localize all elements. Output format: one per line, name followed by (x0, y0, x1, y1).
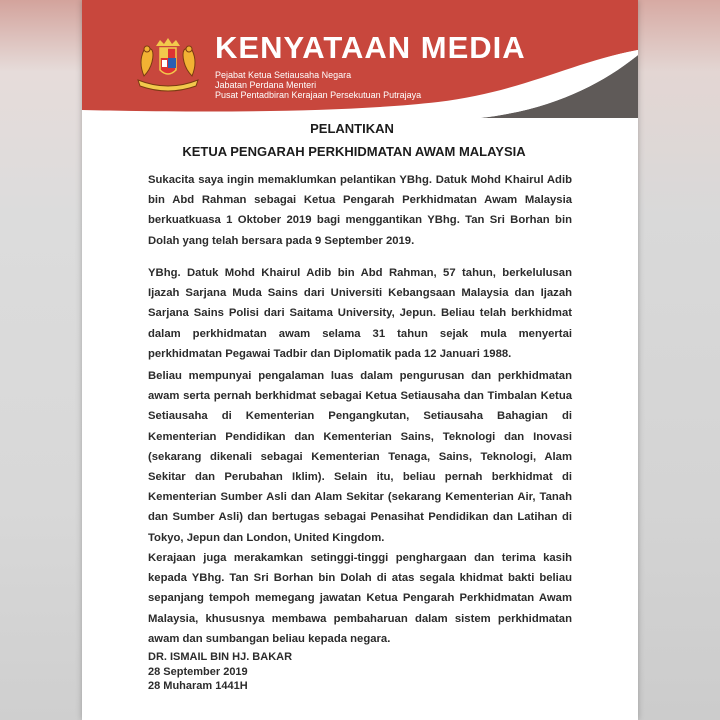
letterhead-title: KENYATAAN MEDIA (215, 30, 526, 65)
malaysia-coat-of-arms-icon (132, 36, 204, 96)
blurred-background-right (638, 0, 720, 720)
signatory-name: DR. ISMAIL BIN HJ. BAKAR (148, 651, 293, 663)
body-paragraph: Kerajaan juga merakamkan setinggi-tinggi penghargaan dan terima kasih kepada YBhg. Tan Sri Borhan bin Dolah di atas segala khidmat bakti beliau sepanjang tempoh memegang jawatan Ketua Pengarah Perkhidmatan Awam Malaysia, khususnya membawa pembaharuan dalam sistem perkhidmatan awam dan sumbangan beliau kepada negara. (148, 552, 572, 645)
document-subheading: KETUA PENGARAH PERKHIDMATAN AWAM MALAYSIA (182, 144, 526, 159)
body-paragraph: YBhg. Datuk Mohd Khairul Adib bin Abd Rahman, 57 tahun, berkelulusan Ijazah Sarjana Muda Sains dari Universiti Kebangsaan Malaysia dan Ijazah Sarjana Sains Polisi dari Saitama University, Jepun. Beliau telah berkhidmat dalam perkhidmatan awam selama 31 tahun sejak mula menyertai perkhidmatan Pegawai Tadbir dan Diplomatik pada 12 Januari 1988. (148, 267, 572, 360)
body-paragraph: Beliau mempunyai pengalaman luas dalam pengurusan dan perkhidmatan awam serta pernah berkhidmat sebagai Ketua Setiausaha dan Timbalan Ketua Setiausaha di Kementerian Pengangkutan, Setiausaha Bahagian di Kementerian Pendidikan dan Kementerian Sains, Teknologi dan Inovasi (sekarang dikenali sebagai Kementerian Tenaga, Sains, Teknologi, Alam Sekitar dan Perubahan Iklim). Selain itu, beliau pernah berkhidmat di Kementerian Sumber Asli dan Alam Sekitar (sekarang Kementerian Air, Tanah dan Sumber Asli) dan bertugas sebagai Penasihat Pendidikan dan Latihan di Tokyo, Jepun dan London, United Kingdom. (148, 370, 572, 544)
signature-hijri-date: 28 Muharam 1441H (148, 680, 248, 692)
blurred-background-left (0, 0, 82, 720)
body-paragraph: Sukacita saya ingin memaklumkan pelantikan YBhg. Datuk Mohd Khairul Adib bin Abd Rahman sebagai Ketua Pengarah Perkhidmatan Awam Malaysia berkuatkuasa 1 Oktober 2019 bagi menggantikan YBhg. Tan Sri Borhan bin Dolah yang telah bersara pada 9 September 2019. (148, 174, 572, 247)
document-heading: PELANTIKAN (310, 121, 394, 136)
letterhead-subtitle-line: Jabatan Perdana Menteri (215, 80, 317, 90)
press-release-document (82, 0, 638, 720)
letterhead-subtitle-line: Pejabat Ketua Setiausaha Negara (215, 70, 352, 80)
letterhead (82, 0, 638, 118)
letterhead-subtitle-line: Pusat Pentadbiran Kerajaan Persekutuan Putrajaya (215, 90, 422, 100)
signature-date: 28 September 2019 (148, 666, 248, 678)
